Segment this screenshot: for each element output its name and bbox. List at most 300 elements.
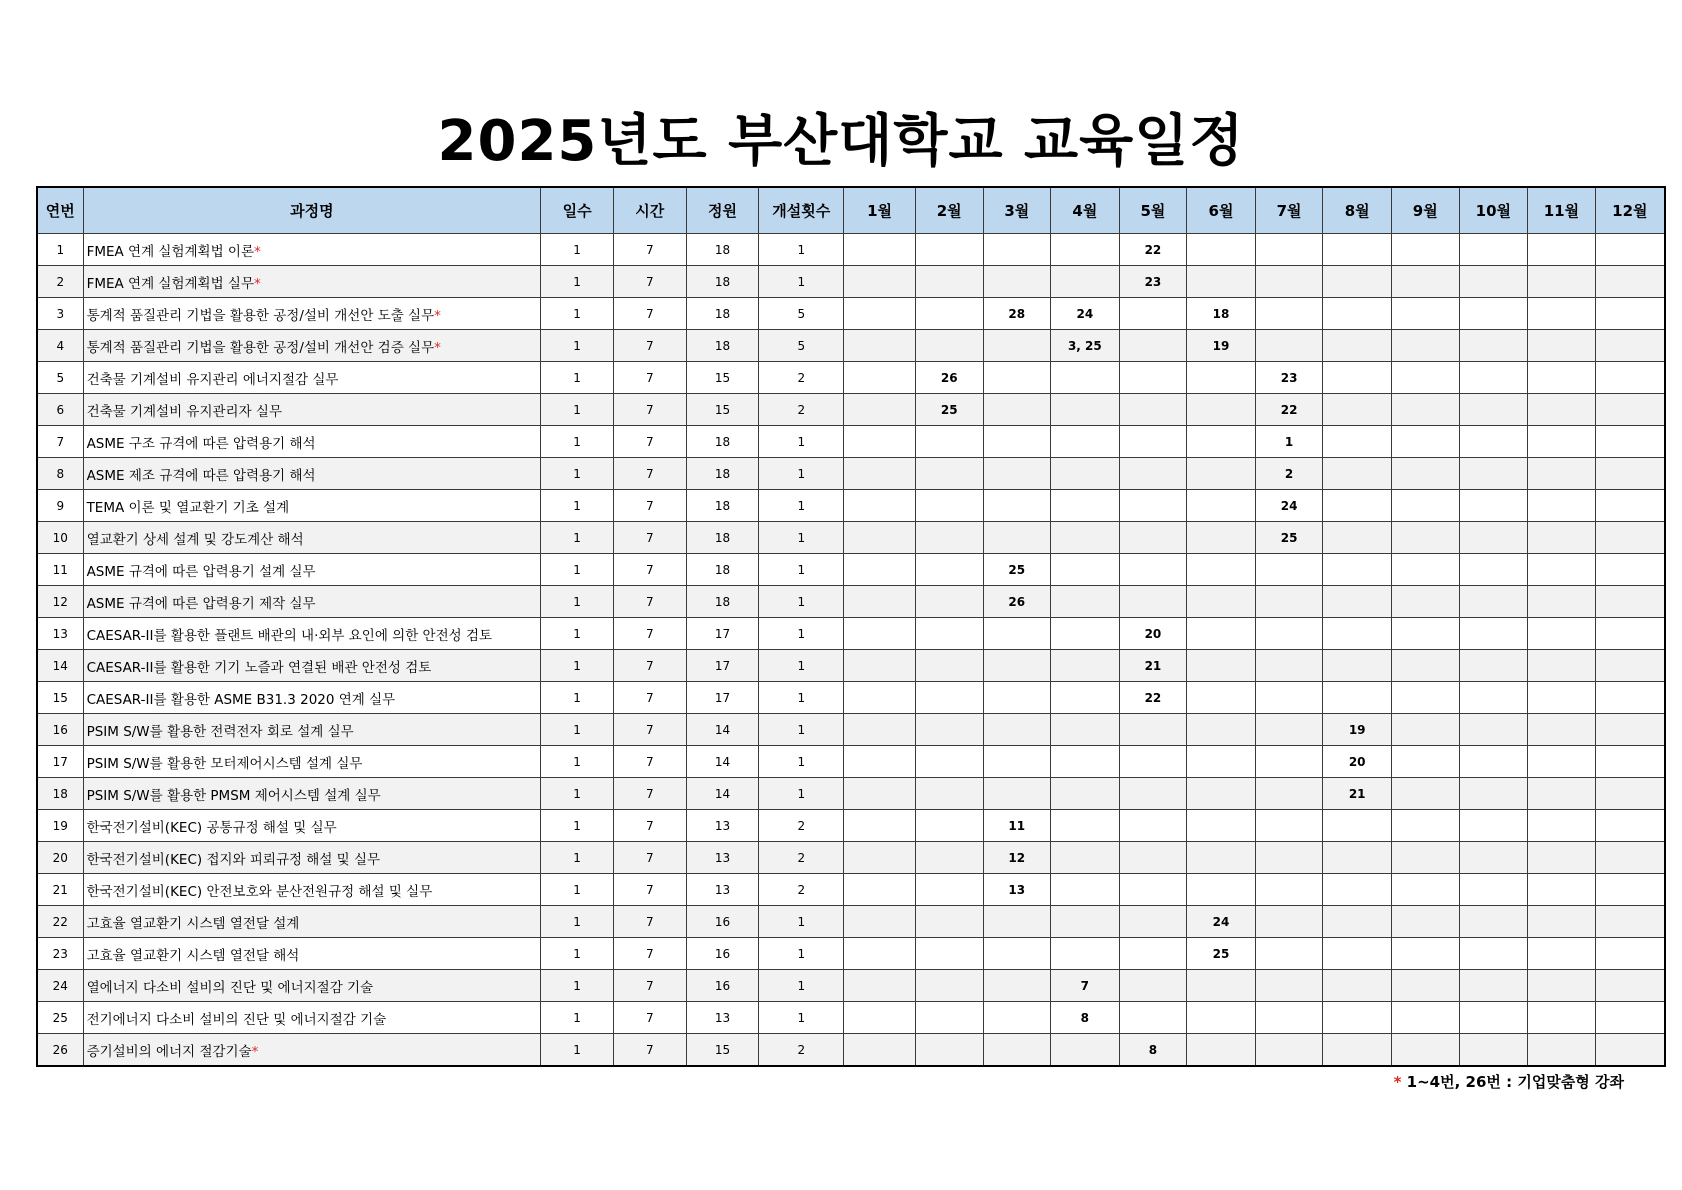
course-name: 전기에너지 다소비 설비의 진단 및 에너지절감 기술 (86, 1011, 387, 1028)
month-cell (1323, 234, 1392, 266)
month-cell: 23 (1255, 362, 1323, 394)
table-row (37, 746, 1665, 778)
corporate-course-star: * (251, 1043, 259, 1060)
days-cell: 1 (541, 842, 614, 874)
column-header: 개설횟수 (759, 187, 844, 234)
month-cell (1119, 842, 1187, 874)
course-name: 고효율 열교환기 시스템 열전달 해석 (86, 947, 300, 964)
month-cell (983, 650, 1051, 682)
month-cell (1595, 874, 1665, 906)
column-header: 9월 (1391, 187, 1459, 234)
month-cell (1187, 746, 1256, 778)
month-cell: 22 (1119, 234, 1187, 266)
course-name-cell (83, 938, 541, 970)
days-cell: 1 (541, 490, 614, 522)
month-cell (1187, 266, 1256, 298)
hours-cell: 7 (613, 618, 686, 650)
month-cell (1119, 362, 1187, 394)
course-name-cell (83, 298, 541, 330)
course-name-cell (83, 490, 541, 522)
column-header: 7월 (1255, 187, 1323, 234)
month-cell (1528, 874, 1596, 906)
month-cell (915, 682, 983, 714)
month-cell (1391, 330, 1459, 362)
session-count-cell: 5 (759, 298, 844, 330)
hours-cell: 7 (613, 746, 686, 778)
month-cell (1255, 1002, 1323, 1034)
table-row (37, 842, 1665, 874)
days-cell: 1 (541, 458, 614, 490)
schedule-table-container (36, 186, 1666, 1067)
row-number-cell: 16 (37, 714, 83, 746)
month-cell (1528, 1034, 1596, 1067)
session-count-cell: 5 (759, 330, 844, 362)
month-cell (1051, 362, 1120, 394)
course-name-cell (83, 842, 541, 874)
course-name: TEMA 이론 및 열교환기 기초 설계 (86, 499, 290, 516)
table-row (37, 522, 1665, 554)
column-header: 12월 (1595, 187, 1665, 234)
month-cell (1391, 778, 1459, 810)
session-count-cell: 1 (759, 938, 844, 970)
capacity-cell: 18 (686, 490, 759, 522)
table-row (37, 426, 1665, 458)
days-cell: 1 (541, 746, 614, 778)
month-cell (1459, 1002, 1528, 1034)
month-cell (844, 938, 916, 970)
course-name: 열교환기 상세 설계 및 강도계산 해석 (86, 531, 304, 548)
month-cell (1323, 810, 1392, 842)
month-cell (1391, 426, 1459, 458)
month-cell (1255, 234, 1323, 266)
session-count-cell: 1 (759, 778, 844, 810)
month-cell (1459, 394, 1528, 426)
month-cell (1255, 266, 1323, 298)
month-cell (844, 490, 916, 522)
month-cell (915, 266, 983, 298)
month-cell (983, 426, 1051, 458)
table-header-row (37, 187, 1665, 234)
footnote-star: * (1393, 1073, 1402, 1091)
month-cell (1595, 426, 1665, 458)
hours-cell: 7 (613, 298, 686, 330)
month-cell (983, 330, 1051, 362)
session-count-cell: 1 (759, 970, 844, 1002)
month-cell (1391, 458, 1459, 490)
table-row (37, 618, 1665, 650)
month-cell (1051, 938, 1120, 970)
month-cell (844, 906, 916, 938)
days-cell: 1 (541, 522, 614, 554)
month-cell (915, 650, 983, 682)
session-count-cell: 2 (759, 362, 844, 394)
row-number-cell: 8 (37, 458, 83, 490)
month-cell (1528, 330, 1596, 362)
month-cell (844, 1002, 916, 1034)
hours-cell: 7 (613, 394, 686, 426)
month-cell (1187, 810, 1256, 842)
month-cell: 24 (1187, 906, 1256, 938)
month-cell (1119, 330, 1187, 362)
month-cell: 3, 25 (1051, 330, 1120, 362)
course-name-cell (83, 522, 541, 554)
table-row (37, 1002, 1665, 1034)
column-header: 1월 (844, 187, 916, 234)
month-cell (1391, 618, 1459, 650)
course-name-cell (83, 714, 541, 746)
session-count-cell: 1 (759, 458, 844, 490)
month-cell (915, 938, 983, 970)
month-cell (1323, 394, 1392, 426)
month-cell (1255, 714, 1323, 746)
table-row (37, 586, 1665, 618)
table-row (37, 394, 1665, 426)
month-cell (1528, 234, 1596, 266)
month-cell (1051, 394, 1120, 426)
month-cell: 23 (1119, 266, 1187, 298)
column-header: 6월 (1187, 187, 1256, 234)
month-cell (844, 778, 916, 810)
month-cell (1391, 746, 1459, 778)
corporate-course-star: * (253, 275, 261, 292)
column-header: 10월 (1459, 187, 1528, 234)
table-row (37, 554, 1665, 586)
month-cell (1459, 522, 1528, 554)
month-cell (844, 682, 916, 714)
month-cell (844, 234, 916, 266)
hours-cell: 7 (613, 586, 686, 618)
month-cell (1528, 522, 1596, 554)
table-row (37, 906, 1665, 938)
course-name-cell (83, 458, 541, 490)
table-row (37, 490, 1665, 522)
month-cell (1595, 810, 1665, 842)
row-number-cell: 14 (37, 650, 83, 682)
month-cell (1187, 874, 1256, 906)
row-number-cell: 1 (37, 234, 83, 266)
month-cell (1528, 426, 1596, 458)
table-row (37, 362, 1665, 394)
row-number-cell: 11 (37, 554, 83, 586)
month-cell (1595, 714, 1665, 746)
month-cell (1255, 778, 1323, 810)
course-name-cell (83, 394, 541, 426)
month-cell (844, 842, 916, 874)
month-cell (1119, 874, 1187, 906)
month-cell (983, 458, 1051, 490)
hours-cell: 7 (613, 970, 686, 1002)
capacity-cell: 15 (686, 1034, 759, 1067)
row-number-cell: 17 (37, 746, 83, 778)
capacity-cell: 16 (686, 970, 759, 1002)
hours-cell: 7 (613, 1034, 686, 1067)
corporate-course-star: * (253, 243, 261, 260)
month-cell (1051, 522, 1120, 554)
days-cell: 1 (541, 266, 614, 298)
table-row (37, 874, 1665, 906)
month-cell (983, 1002, 1051, 1034)
hours-cell: 7 (613, 490, 686, 522)
month-cell (1595, 554, 1665, 586)
course-name-cell (83, 618, 541, 650)
table-row (37, 970, 1665, 1002)
month-cell (1459, 554, 1528, 586)
days-cell: 1 (541, 938, 614, 970)
session-count-cell: 1 (759, 746, 844, 778)
month-cell (1459, 778, 1528, 810)
course-name-cell (83, 1034, 541, 1067)
month-cell (844, 714, 916, 746)
month-cell: 2 (1255, 458, 1323, 490)
table-row (37, 266, 1665, 298)
month-cell (1323, 362, 1392, 394)
month-cell (1255, 618, 1323, 650)
month-cell (1595, 394, 1665, 426)
month-cell (1187, 394, 1256, 426)
month-cell (1051, 714, 1120, 746)
month-cell (1595, 906, 1665, 938)
month-cell (1119, 746, 1187, 778)
row-number-cell: 26 (37, 1034, 83, 1067)
month-cell (1323, 906, 1392, 938)
capacity-cell: 13 (686, 1002, 759, 1034)
month-cell (1528, 490, 1596, 522)
capacity-cell: 18 (686, 266, 759, 298)
month-cell (1528, 266, 1596, 298)
table-body (37, 234, 1665, 1067)
month-cell (1323, 298, 1392, 330)
table-row (37, 778, 1665, 810)
days-cell: 1 (541, 330, 614, 362)
month-cell (1187, 778, 1256, 810)
month-cell (1051, 426, 1120, 458)
month-cell (1119, 394, 1187, 426)
month-cell (1528, 938, 1596, 970)
month-cell (1187, 970, 1256, 1002)
month-cell (1528, 714, 1596, 746)
month-cell (1187, 1002, 1256, 1034)
month-cell: 25 (983, 554, 1051, 586)
month-cell (1528, 618, 1596, 650)
month-cell (1323, 938, 1392, 970)
month-cell (1459, 746, 1528, 778)
session-count-cell: 1 (759, 554, 844, 586)
month-cell (1119, 522, 1187, 554)
days-cell: 1 (541, 906, 614, 938)
month-cell (1323, 426, 1392, 458)
course-name: CAESAR-II를 활용한 플랜트 배관의 내·외부 요인에 의한 안전성 검토 (86, 627, 493, 644)
month-cell (1323, 266, 1392, 298)
month-cell (983, 714, 1051, 746)
month-cell (1459, 682, 1528, 714)
column-header: 정원 (686, 187, 759, 234)
row-number-cell: 5 (37, 362, 83, 394)
month-cell (1255, 586, 1323, 618)
month-cell (1459, 906, 1528, 938)
days-cell: 1 (541, 682, 614, 714)
month-cell: 25 (1255, 522, 1323, 554)
month-cell (1459, 970, 1528, 1002)
table-row (37, 298, 1665, 330)
month-cell (1459, 490, 1528, 522)
month-cell: 20 (1119, 618, 1187, 650)
month-cell (1187, 650, 1256, 682)
days-cell: 1 (541, 426, 614, 458)
course-name: ASME 규격에 따른 압력용기 제작 실무 (86, 595, 316, 612)
month-cell (915, 554, 983, 586)
month-cell (1323, 874, 1392, 906)
month-cell (1391, 554, 1459, 586)
month-cell (1391, 874, 1459, 906)
month-cell: 12 (983, 842, 1051, 874)
hours-cell: 7 (613, 426, 686, 458)
capacity-cell: 14 (686, 714, 759, 746)
month-cell (1323, 458, 1392, 490)
course-name-cell (83, 810, 541, 842)
course-name-cell (83, 746, 541, 778)
month-cell: 21 (1323, 778, 1392, 810)
hours-cell: 7 (613, 234, 686, 266)
month-cell (1595, 970, 1665, 1002)
month-cell (844, 1034, 916, 1067)
month-cell (915, 810, 983, 842)
table-row (37, 938, 1665, 970)
hours-cell: 7 (613, 522, 686, 554)
month-cell (1051, 1034, 1120, 1067)
month-cell (1255, 682, 1323, 714)
month-cell (1051, 810, 1120, 842)
capacity-cell: 13 (686, 842, 759, 874)
month-cell (1255, 874, 1323, 906)
month-cell (915, 906, 983, 938)
month-cell (915, 586, 983, 618)
month-cell (915, 714, 983, 746)
month-cell (844, 970, 916, 1002)
month-cell (1595, 234, 1665, 266)
month-cell (1051, 650, 1120, 682)
month-cell (1595, 842, 1665, 874)
month-cell (844, 650, 916, 682)
month-cell (983, 522, 1051, 554)
month-cell (983, 938, 1051, 970)
hours-cell: 7 (613, 682, 686, 714)
month-cell (1051, 554, 1120, 586)
course-name-cell (83, 362, 541, 394)
month-cell (844, 554, 916, 586)
row-number-cell: 23 (37, 938, 83, 970)
month-cell (1391, 490, 1459, 522)
days-cell: 1 (541, 618, 614, 650)
course-name: CAESAR-II를 활용한 ASME B31.3 2020 연계 실무 (86, 691, 396, 708)
month-cell (1323, 490, 1392, 522)
month-cell (1323, 522, 1392, 554)
month-cell (1323, 1034, 1392, 1067)
month-cell (1528, 778, 1596, 810)
capacity-cell: 13 (686, 810, 759, 842)
capacity-cell: 17 (686, 650, 759, 682)
month-cell (1595, 490, 1665, 522)
row-number-cell: 7 (37, 426, 83, 458)
month-cell (1119, 1002, 1187, 1034)
column-header: 연번 (37, 187, 83, 234)
capacity-cell: 17 (686, 618, 759, 650)
month-cell (1255, 1034, 1323, 1067)
column-header: 과정명 (83, 187, 541, 234)
month-cell (1391, 234, 1459, 266)
month-cell (1528, 842, 1596, 874)
days-cell: 1 (541, 394, 614, 426)
month-cell (1255, 810, 1323, 842)
month-cell (844, 618, 916, 650)
hours-cell: 7 (613, 778, 686, 810)
month-cell (1459, 298, 1528, 330)
month-cell (1391, 1034, 1459, 1067)
course-name: 건축물 기계설비 유지관리 에너지절감 실무 (86, 371, 339, 388)
month-cell (1595, 1034, 1665, 1067)
session-count-cell: 1 (759, 426, 844, 458)
month-cell (1459, 234, 1528, 266)
month-cell (1595, 682, 1665, 714)
course-name: FMEA 연계 실험계획법 실무 (86, 275, 254, 292)
month-cell (1459, 810, 1528, 842)
row-number-cell: 3 (37, 298, 83, 330)
hours-cell: 7 (613, 330, 686, 362)
month-cell (983, 266, 1051, 298)
month-cell (1459, 714, 1528, 746)
month-cell (844, 746, 916, 778)
month-cell (1323, 970, 1392, 1002)
month-cell: 13 (983, 874, 1051, 906)
month-cell (1595, 586, 1665, 618)
session-count-cell: 2 (759, 394, 844, 426)
month-cell (1528, 394, 1596, 426)
capacity-cell: 18 (686, 234, 759, 266)
month-cell: 26 (915, 362, 983, 394)
hours-cell: 7 (613, 362, 686, 394)
page-title: 2025년도 부산대학교 교육일정 (437, 109, 1245, 174)
month-cell (1187, 458, 1256, 490)
row-number-cell: 18 (37, 778, 83, 810)
month-cell (1528, 906, 1596, 938)
column-header: 시간 (613, 187, 686, 234)
month-cell (915, 874, 983, 906)
row-number-cell: 4 (37, 330, 83, 362)
column-header: 4월 (1051, 187, 1120, 234)
table-row (37, 714, 1665, 746)
month-cell (1595, 778, 1665, 810)
column-header: 11월 (1528, 187, 1596, 234)
capacity-cell: 15 (686, 362, 759, 394)
month-cell: 22 (1255, 394, 1323, 426)
hours-cell: 7 (613, 266, 686, 298)
month-cell (1595, 266, 1665, 298)
days-cell: 1 (541, 362, 614, 394)
month-cell (1323, 330, 1392, 362)
month-cell (1187, 426, 1256, 458)
hours-cell: 7 (613, 458, 686, 490)
month-cell (1119, 298, 1187, 330)
month-cell (844, 362, 916, 394)
capacity-cell: 13 (686, 874, 759, 906)
month-cell (1595, 298, 1665, 330)
session-count-cell: 1 (759, 1002, 844, 1034)
month-cell (1187, 618, 1256, 650)
row-number-cell: 25 (37, 1002, 83, 1034)
session-count-cell: 2 (759, 874, 844, 906)
month-cell (1323, 618, 1392, 650)
course-name: 고효율 열교환기 시스템 열전달 설계 (86, 915, 300, 932)
month-cell (1391, 522, 1459, 554)
